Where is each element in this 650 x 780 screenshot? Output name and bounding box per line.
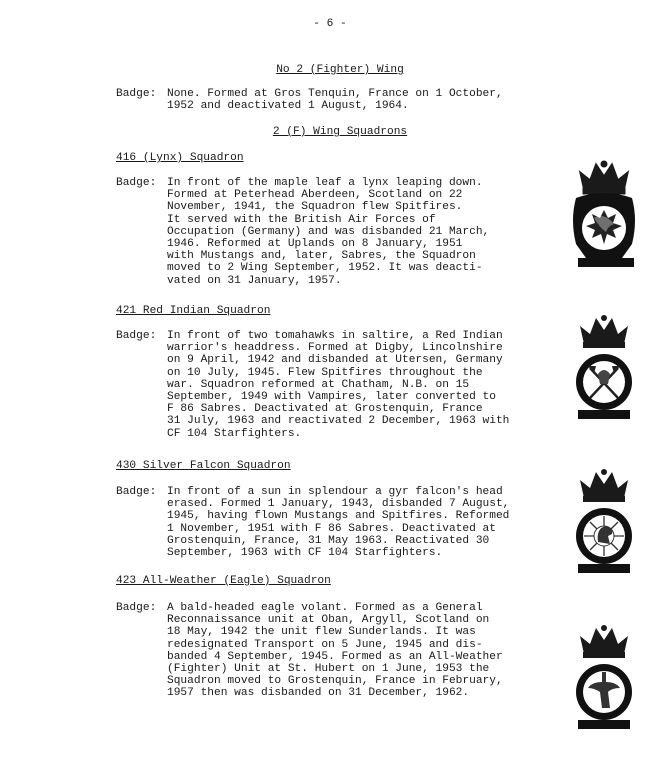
text-line: 1 November, 1951 with F 86 Sabres. Deactivated at — [167, 522, 496, 535]
badge-label: Badge: — [116, 177, 157, 189]
text-line: November, 1941, the Squadron flew Spitfires. — [167, 201, 463, 214]
text-line: Occupation (Germany) and was disbanded 21 March, — [167, 225, 490, 238]
text-line: Grostenquin, France, 31 May 1963. Reactivated 30 — [167, 534, 490, 547]
text-line: moved to 2 Wing September, 1952. It was deacti- — [167, 262, 483, 275]
squadron-description — [167, 602, 503, 700]
text-line: It served with the British Air Forces of — [167, 213, 436, 226]
text-line: 31 July, 1963 and reactivated 2 December, 1963 with — [167, 415, 510, 428]
text-line: Reconnaissance unit at Oban, Argyll, Scotland on — [167, 614, 490, 627]
badge-label: Badge: — [116, 602, 157, 614]
squadron-title: 416 (Lynx) Squadron — [116, 152, 244, 164]
text-line: September, 1949 with Vampires, later converted to — [167, 391, 496, 404]
text-line: 1945, having flown Mustangs and Spitfires. Reformed — [167, 510, 510, 523]
text-line: A bald-headed eagle volant. Formed as a General — [167, 602, 483, 614]
squadron-description — [167, 330, 509, 440]
text-line: war. Squadron reformed at Chatham, N.B. on 15 — [167, 378, 470, 391]
text-line: Formed at Peterhead Aberdeen, Scotland on 22 — [167, 189, 463, 202]
badge-label: Badge: — [116, 486, 157, 498]
squadron-423-badge — [566, 622, 642, 740]
text-line: with Mustangs and, later, Sabres, the Squadron — [167, 250, 476, 263]
text-line: on 9 April, 1942 and disbanded at Utersen, Germany — [167, 354, 503, 367]
text-line: (Fighter) Unit at St. Hubert on 1 June, 1953 the — [167, 663, 490, 676]
wing-title: No 2 (Fighter) Wing — [276, 64, 404, 76]
squadrons-heading: 2 (F) Wing Squadrons — [272, 126, 408, 138]
text-line: 1957 then was disbanded on 31 December, 1962. — [167, 687, 470, 700]
squadron-416-badge — [566, 158, 642, 276]
wing-badge-label: Badge: — [116, 88, 157, 100]
squadron-description — [167, 486, 509, 559]
text-line: erased. Formed 1 January, 1943, disbanded 7 August, — [167, 498, 510, 511]
badge-label: Badge: — [116, 330, 157, 342]
squadron-421-badge — [566, 312, 642, 430]
squadron-title: 430 Silver Falcon Squadron — [116, 460, 291, 472]
page-number: - 6 - — [313, 18, 347, 30]
squadron-title: 423 All-Weather (Eagle) Squadron — [116, 575, 331, 587]
squadron-title: 421 Red Indian Squadron — [116, 305, 271, 317]
text-line: September, 1963 with CF 104 Starfighters. — [167, 547, 443, 560]
text-line: 1952 and deactivated 1 August, 1964. — [167, 100, 409, 113]
text-line: 1946. Reformed at Uplands on 8 January, 1951 — [167, 238, 463, 251]
text-line: redesignated Transport on 5 June, 1945 and dis- — [167, 638, 483, 651]
text-line: vated on 31 January, 1957. — [167, 274, 342, 287]
text-line: on 10 July, 1945. Flew Spitfires throughout the — [167, 366, 483, 379]
squadron-430-badge — [566, 466, 642, 584]
text-line: In front of a sun in splendour a gyr falcon's head — [167, 486, 503, 498]
squadron-description — [167, 177, 489, 287]
text-line: In front of two tomahawks in saltire, a Red Indian — [167, 330, 503, 342]
text-line: warrior's headdress. Formed at Digby, Lincolnshire — [167, 342, 503, 355]
text-line: Squadron moved to Grostenquin, France in February, — [167, 675, 503, 688]
text-line: 18 May, 1942 the unit flew Sunderlands. It was — [167, 626, 476, 639]
wing-description — [167, 88, 503, 112]
text-line: banded 4 September, 1945. Formed as an All-Weather — [167, 650, 503, 663]
text-line: None. Formed at Gros Tenquin, France on 1 October, — [167, 88, 503, 100]
text-line: F 86 Sabres. Deactivated at Grostenquin, France — [167, 403, 483, 416]
text-line: In front of the maple leaf a lynx leaping down. — [167, 177, 483, 189]
text-line: CF 104 Starfighters. — [167, 427, 302, 440]
